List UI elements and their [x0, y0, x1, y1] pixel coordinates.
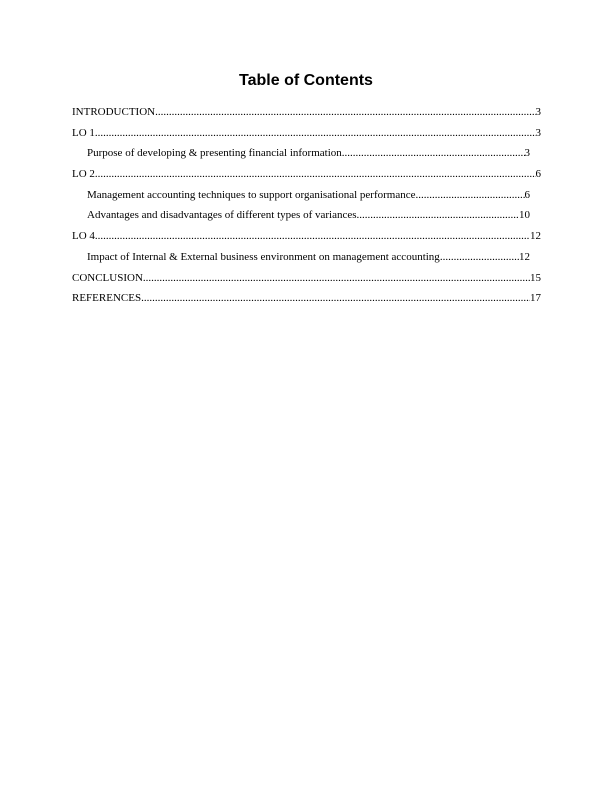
toc-entry-page: 15: [530, 271, 541, 284]
toc-entry-page: 6: [524, 188, 530, 201]
toc-entry-label: Purpose of developing & presenting financial information: [87, 147, 342, 160]
toc-list: [72, 104, 541, 311]
toc-entry-lo-2[interactable]: [72, 166, 541, 187]
toc-entry-page: 3: [535, 106, 541, 118]
toc-entry-variances[interactable]: [72, 207, 541, 228]
toc-entry-page: 17: [530, 292, 541, 305]
toc-entry-label: LO 4: [72, 230, 95, 243]
toc-dot-leader: [95, 125, 536, 141]
toc-entry-label: CONCLUSION: [72, 271, 143, 284]
toc-entry-conclusion[interactable]: [72, 270, 541, 291]
toc-entry-label: INTRODUCTION: [72, 106, 156, 118]
toc-dot-leader: [141, 290, 530, 306]
toc-entry-label: Management accounting techniques to support organisational performance: [87, 188, 416, 201]
toc-entry-label: Advantages and disadvantages of different types of variances: [87, 209, 357, 222]
toc-entry-page: 3: [524, 147, 530, 160]
toc-entry-introduction[interactable]: [72, 104, 541, 125]
toc-dot-leader: [95, 228, 530, 244]
toc-entry-business-environment[interactable]: [72, 249, 541, 270]
toc-dot-leader: [440, 249, 519, 265]
toc-entry-references[interactable]: [72, 290, 541, 311]
toc-dot-leader: [143, 270, 530, 286]
toc-entry-page: 10: [519, 209, 530, 222]
toc-entry-page: 6: [535, 168, 541, 181]
toc-dot-leader: [342, 145, 525, 161]
toc-entry-page: 12: [519, 250, 530, 263]
toc-entry-label: LO 2: [72, 168, 95, 181]
toc-entry-page: 12: [530, 230, 541, 243]
toc-title: Table of Contents: [239, 72, 373, 89]
toc-dot-leader: [95, 166, 536, 182]
toc-dot-leader: [357, 207, 519, 223]
toc-dot-leader: [155, 104, 535, 120]
toc-entry-management-accounting-techniques[interactable]: [72, 187, 541, 208]
toc-entry-label: LO 1: [72, 126, 95, 139]
toc-dot-leader: [415, 187, 524, 203]
toc-entry-label: Impact of Internal & External business environment on management accounting: [87, 250, 440, 263]
toc-entry-page: 3: [535, 126, 541, 139]
toc-entry-lo-1[interactable]: [72, 125, 541, 146]
toc-entry-label: REFERENCES: [72, 292, 142, 305]
toc-entry-purpose-financial-information[interactable]: [72, 145, 541, 166]
toc-entry-lo-4[interactable]: [72, 228, 541, 249]
